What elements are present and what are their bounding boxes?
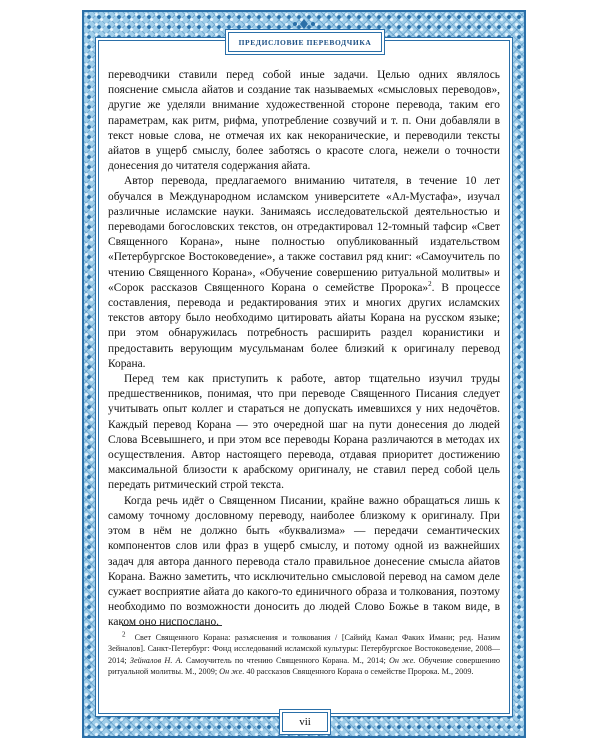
running-header-title: ПРЕДИСЛОВИЕ ПЕРЕВОДЧИКА — [238, 37, 372, 47]
footnote-rule — [122, 625, 222, 626]
page-number — [282, 712, 328, 732]
paragraph-2 — [108, 174, 500, 372]
footnote-author-3: Он же. — [219, 667, 245, 677]
footnote-number: 2 — [122, 630, 126, 639]
paragraph-4: Когда речь идёт о Священном Писании, крайне важно обращаться лишь к самому точному дословному переводу, наиболее близкому к оригиналу. При этом в нём не должно быть «буквализма» — передачи семантических компонентов слов или фраз в ущерб смыслу, и потому одной из важнейших задач для автора данного перевода стало правильное донесение смысла айатов Корана. Важно заметить, что исключительно смысловой перевод на самом деле сужает восприятие айата до какого-то единичного образа и толкования, поэтому необходимо по возможности доносить до людей Слово Божье в таком виде, в каком оно ниспослано. — [108, 494, 500, 629]
paragraph-2-part-b: . В процессе составления, перевода и редактирования этих и многих других исламских текстов автору было необходимо цитировать айаты Корана на русском языке; при этом обнаружилась потребность расширить раздел коранистики и предоставить верующим мусульманам более близкий к оригиналу перевод Корана. — [108, 281, 500, 370]
paragraph-3: Перед тем как приступить к работе, автор тщательно изучил труды предшественников, понимая, что при переводе Священного Писания следует учитывать опыт коллег и стараться не допускать имевшихся у них недочётов. Каждый перевод Корана — это очередной шаг на пути донесения до людей Слова Всевышнего, и при этом все переводы Корана различаются в методах их осуществления. Автор настоящего перевода, отдавая приоритет достижению максимальной близости к арабскому оригиналу, не ставил перед собой цель передать ритмический строй текста. — [108, 373, 500, 492]
footnote-text-4: 40 рассказов Священного Корана о семействе Пророка. М., 2009. — [244, 667, 474, 677]
paragraph-1: переводчики ставили перед собой иные задачи. Целью одних являлось пояснение смысла айатов и создание так называемых «смысловых переводов», другие же уделяли внимание художественной стороне перевода, таким его параметрам, как ритм, рифма, употребление созвучий и т. п. Они добавляли в текст новые слова, не отмечая их как некоранические, и переводили тексты айатов в ущерб смыслу, более заботясь о красоте слога, нежели о точности донесения до читателя содержания айата. — [108, 69, 500, 173]
running-header — [228, 32, 382, 52]
header-ornament-icon — [290, 18, 318, 30]
paragraph-2-part-a: Автор перевода, предлагаемого вниманию читателя, в течение 10 лет обучался в Международном исламском университете «Ал-Мустафа», изучал различные исламские науки. Занимаясь исследовательской деятельностью и переводами богословских текстов, он отредактировал 12-томный тафсир «Свет Священного Корана», ныне полностью опубликованный издательством «Петербургское Востоковедение», а также составил ряд книг: «Самоучитель по чтению Священного Корана», «Обучение совершению ритуальной молитвы» и «Сорок рассказов Священного Корана о семействе Пророка» — [108, 175, 500, 294]
footnote-ref[interactable]: 2 — [428, 280, 432, 289]
footnote-text-2: Самоучитель по чтению Священного Корана. М., 2014; — [182, 655, 389, 665]
footnote — [108, 632, 500, 678]
page-number-label: vii — [299, 716, 311, 728]
footnote-text-1: Свет Священного Корана: разъяснения и толкования / [Сайийд Камал Факих Имани; ред. Назим Зейналов]. Санкт-Петербург: Фонд исследований исламской культуры: Петербургское Востоковедение, 2008—2014; — [108, 633, 501, 665]
footnote-text-3: Обучение совершению ритуальной молитвы. М., 2009; — [108, 655, 501, 677]
footnote-author-2: Он же. — [389, 655, 416, 665]
footnote-author-1: Зейналов Н. А. — [129, 655, 183, 665]
body-text — [108, 68, 500, 631]
